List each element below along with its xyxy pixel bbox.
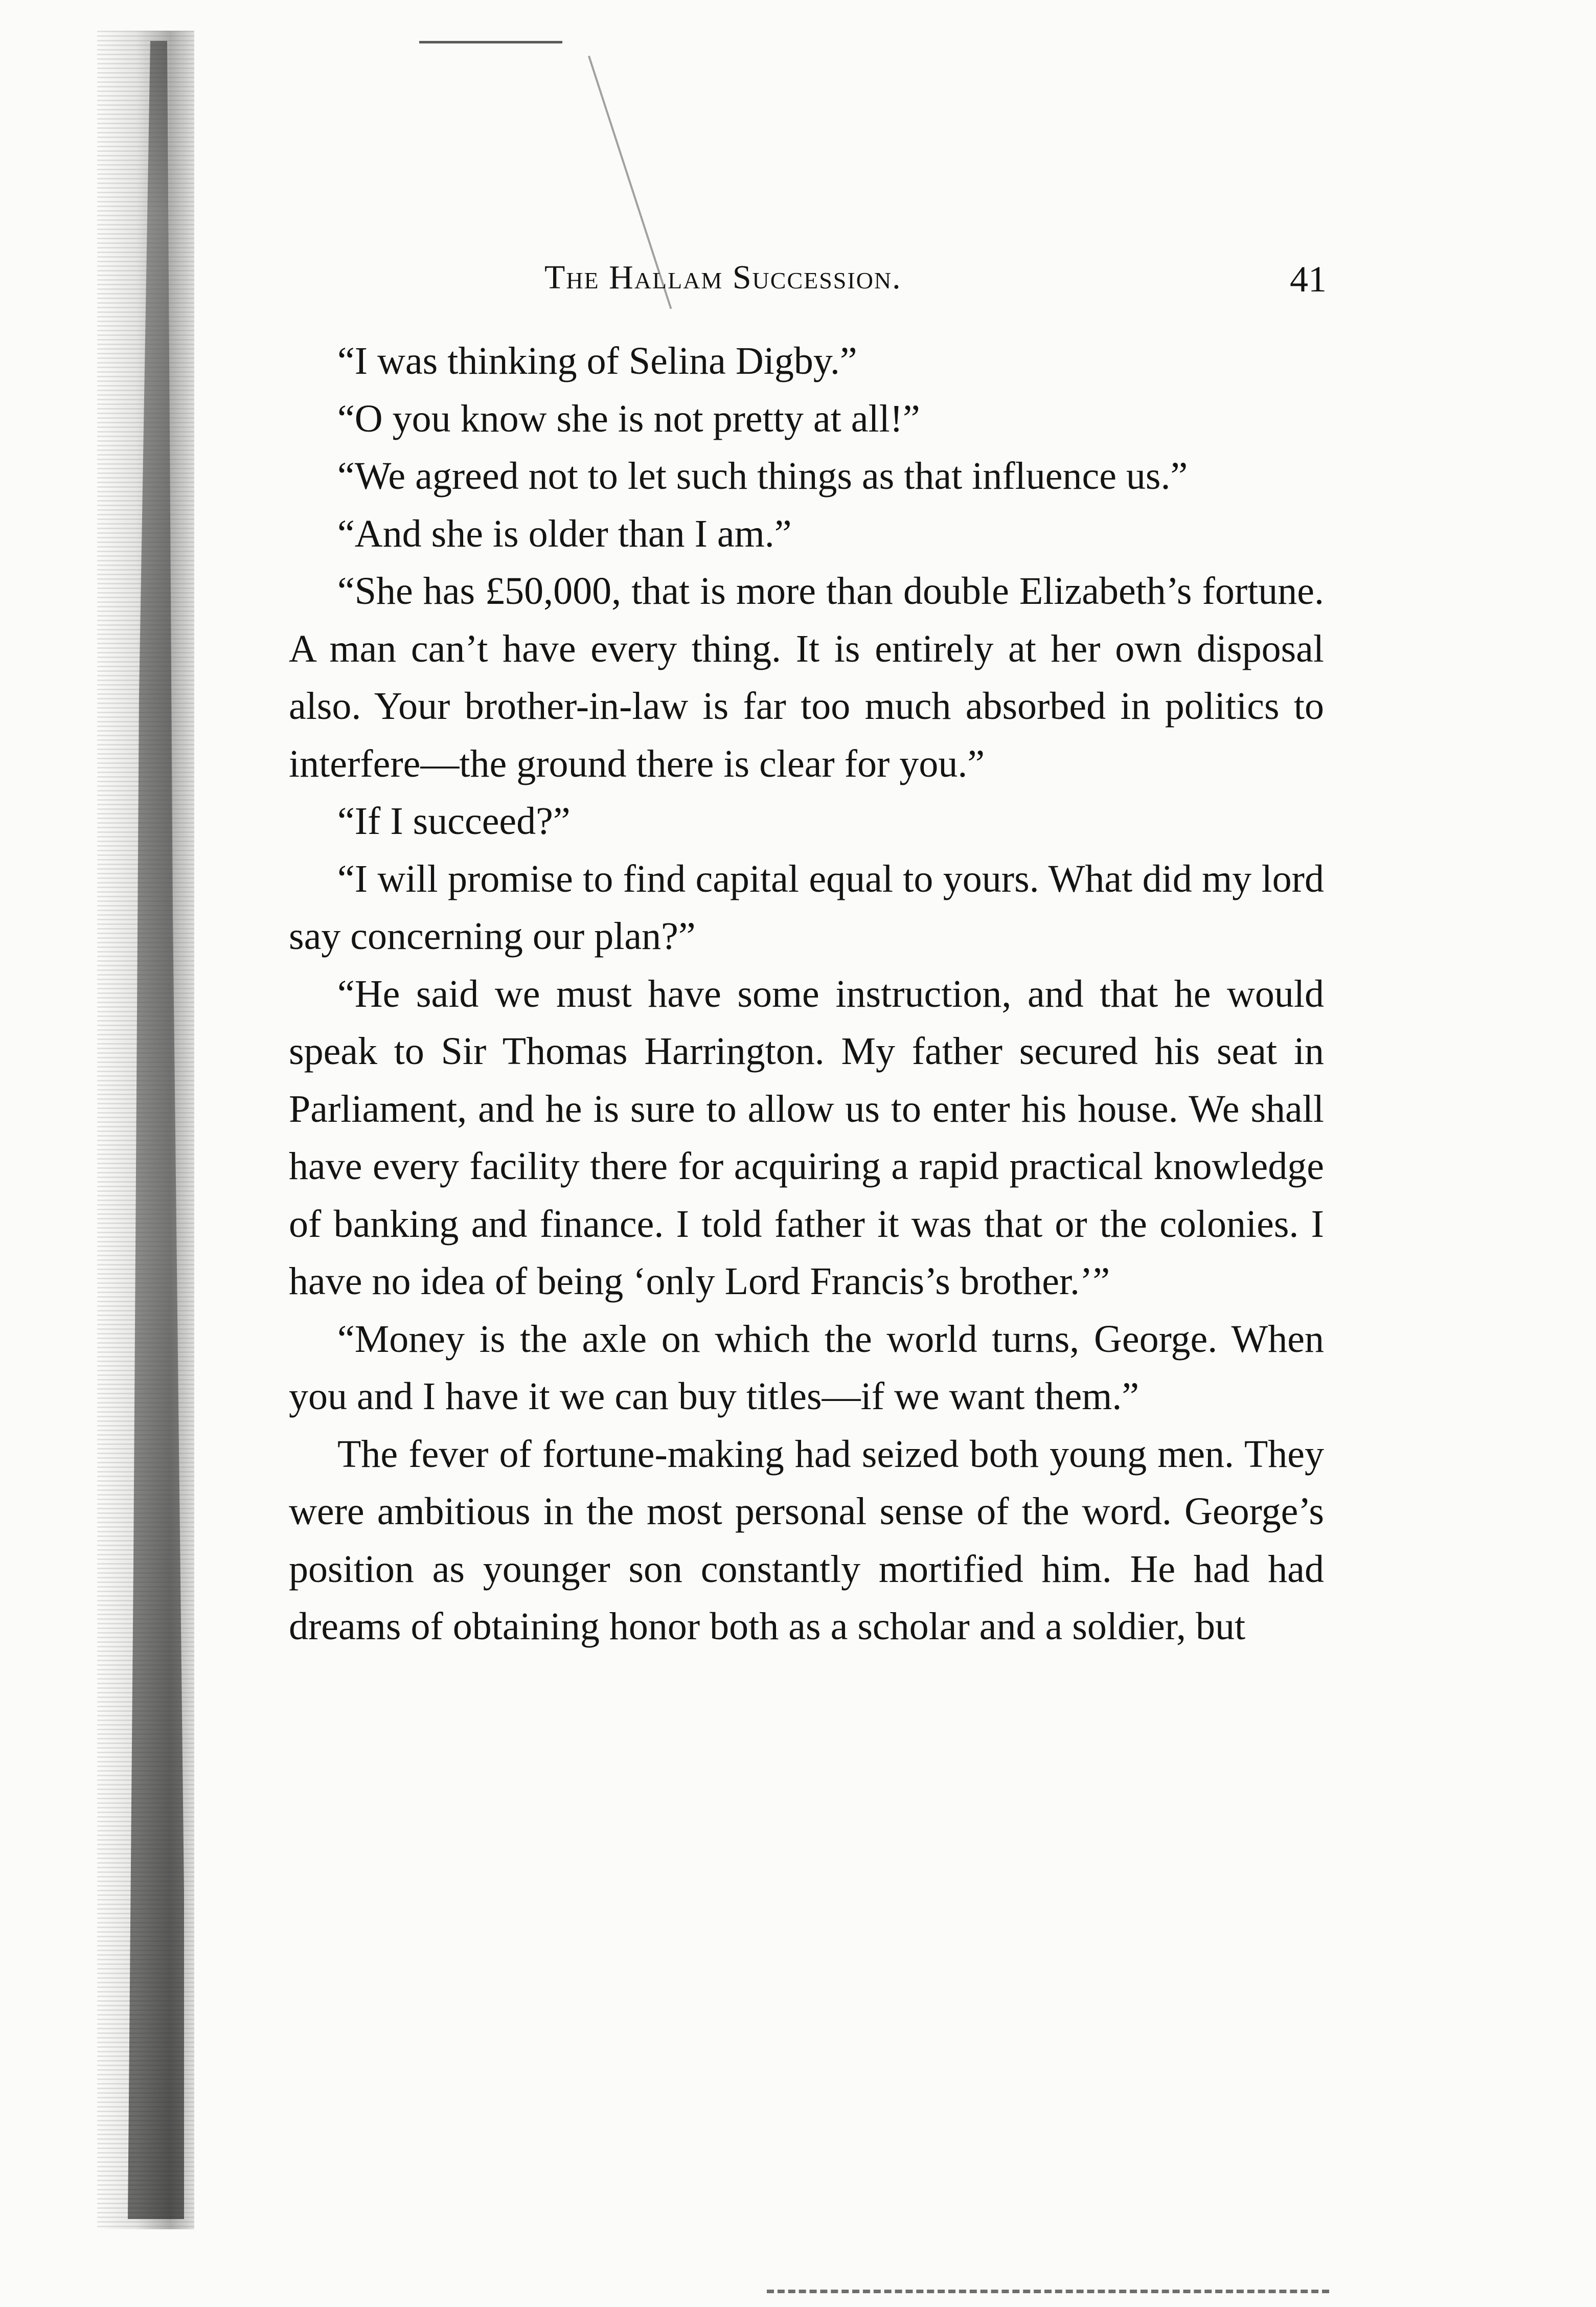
paragraph: The fever of fortune-making had seized both young men. They were ambitious in the most personal sense of the word. George’s position as younger son constantly mortified him. He had had dreams of obtaining honor both as a scholar and a soldier, but	[289, 1432, 1324, 1648]
paragraph: “I was thinking of Selina Digby.”	[337, 340, 857, 382]
top-ornament	[419, 24, 562, 43]
page-number: 41	[1290, 259, 1327, 300]
paragraph: “And she is older than I am.”	[337, 512, 792, 555]
running-title: The Hallam Succession.	[544, 259, 902, 296]
paragraph: “I will promise to find capital equal to yours. What did my lord say concerning our plan?”	[289, 857, 1324, 958]
paragraph: “O you know she is not pretty at all!”	[337, 397, 920, 440]
body-text	[289, 332, 1324, 1656]
page-header	[544, 258, 1327, 320]
paragraph: “She has £50,000, that is more than double Elizabeth’s fortune. A man can’t have every thing. It is entirely at her own disposal also. Your brother-in-law is far too much absorbed in politics to interfere—the ground there is clear for you.”	[289, 570, 1324, 785]
paragraph: “Money is the axle on which the world turns, George. When you and I have it we can buy titles—if we want them.”	[289, 1317, 1324, 1418]
paragraph: “He said we must have some instruction, and that he would speak to Sir Thomas Harrington. My father secured his seat in Parliament, and he is sure to allow us to enter his house. We shall have every facility there for acquiring a rapid practical knowledge of banking and finance. I told father it was that or the colonies. I have no idea of being ‘only Lord Francis’s brother.’”	[289, 972, 1324, 1303]
paragraph: “We agreed not to let such things as that influence us.”	[337, 455, 1188, 497]
bottom-printer-rule	[767, 2290, 1329, 2293]
paragraph: “If I succeed?”	[337, 800, 571, 843]
